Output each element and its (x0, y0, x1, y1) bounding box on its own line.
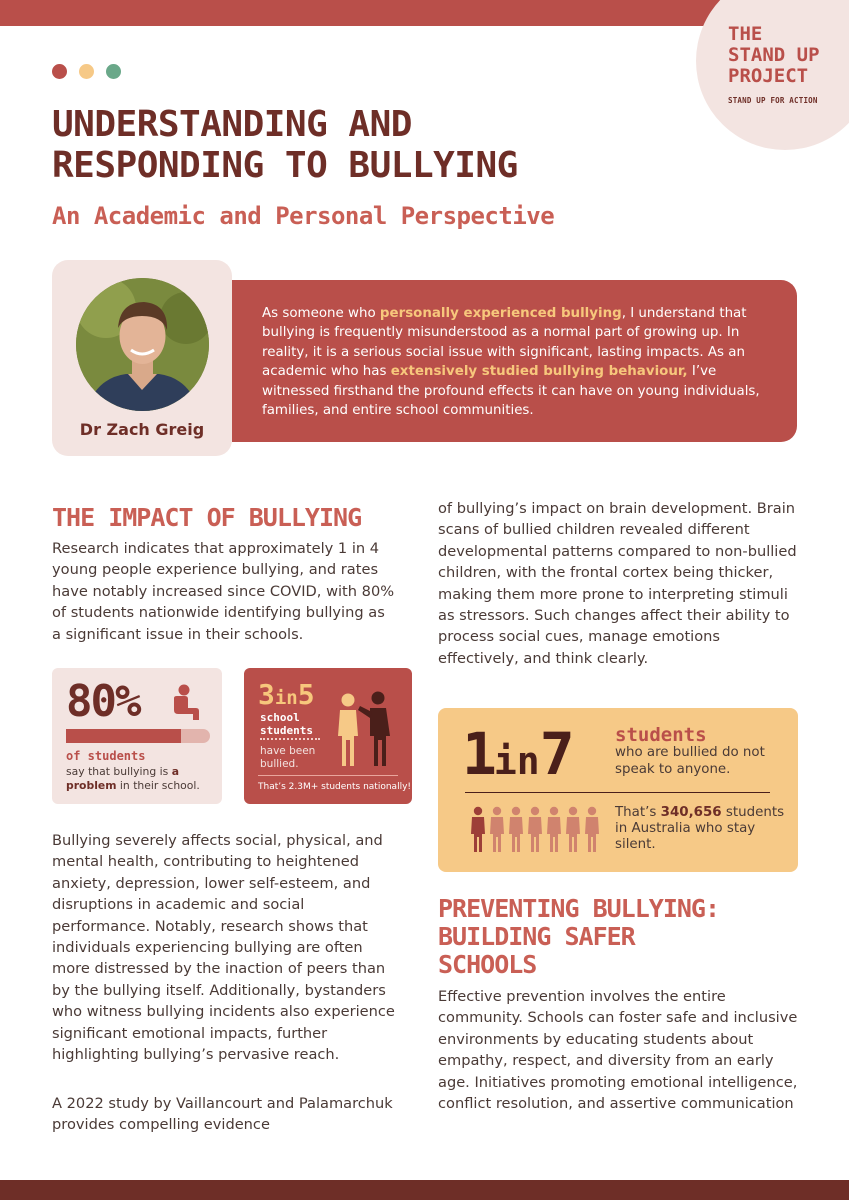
stat2-dotted-divider (260, 738, 320, 740)
impact-paragraph-3-continued: of bullying’s impact on brain development. Brain scans of bullied children revealed different developmental patterns compared to non-bullied children, with the frontal cortex being thicker, making them more prone to interpreting stimuli as stressors. Such changes affect their ability to process social cues, manage emotions effectively, and think clearly. (438, 500, 797, 667)
quote-part: I’ve witnessed firsthand the profound effects it can have on young individuals, families, and entire school communities. (262, 364, 760, 419)
stat3-value (462, 720, 572, 788)
logo-line: THE (728, 23, 763, 45)
avatar (76, 278, 209, 411)
impact-paragraph-3: A 2022 study by Vaillancourt and Palamarchuk provides compelling evidence (52, 1095, 393, 1134)
stat3-divider (465, 792, 770, 793)
dot-red (52, 64, 67, 79)
quote-highlight: extensively studied bullying behaviour, (390, 364, 688, 380)
stat1-progress-fill (66, 729, 181, 743)
stat2-num-in: in (274, 687, 298, 709)
stat1-label: of students (66, 749, 146, 763)
logo-wordmark (728, 24, 848, 87)
page-title (52, 104, 672, 186)
prevent-heading-line: SCHOOLS (438, 950, 537, 979)
stat3-description-2 (615, 805, 795, 853)
stat3-desc2-part: That’s (615, 805, 661, 820)
stat2-description: have been bullied. (260, 745, 316, 770)
prevent-paragraph: Effective prevention involves the entire community. Schools can foster safe and inclusive environments by educating students about empathy, respect, and diversity from an early age. Initiatives promoting emotional intelligence, conflict resolution, and assertive communication (438, 988, 798, 1113)
stat3-label: students (615, 724, 707, 746)
quote-text (262, 304, 772, 420)
quote-part: , I understand that bullying is frequently misunderstood as a normal part of growing up. In reality, it is a serious social issue with significant, lasting impacts. As an academic who has (262, 306, 747, 380)
stat3-desc2-bold: 340,656 (660, 805, 722, 820)
person-sitting-icon (168, 684, 202, 722)
person-icon (489, 806, 505, 852)
bottom-bar (0, 1180, 849, 1200)
logo-line: PROJECT (728, 65, 809, 87)
people-row-icon (470, 806, 600, 852)
stat2-footer: That’s 2.3M+ students nationally! (258, 782, 411, 792)
stat3-desc2-part: students in Australia who stay silent. (615, 805, 785, 852)
stat1-desc-part: say that bullying is (66, 765, 172, 778)
quote-highlight: personally experienced bullying (379, 306, 622, 321)
stat2-num-a: 3 (258, 678, 275, 711)
impact-heading: THE IMPACT OF BULLYING (52, 503, 362, 532)
stat3-description: who are bullied do not speak to anyone. (615, 745, 765, 777)
stat2-label: school students (260, 711, 313, 737)
decorative-dots (52, 64, 121, 79)
person-icon (584, 806, 600, 852)
title-line: UNDERSTANDING AND (52, 104, 412, 145)
bullying-figures-icon (332, 690, 398, 768)
prevent-heading-line: BUILDING SAFER (438, 922, 635, 951)
prevent-heading (438, 895, 808, 979)
stat1-desc-part: in their school. (116, 778, 200, 792)
profile-name: Dr Zach Greig (79, 420, 205, 439)
stat3-num-b: 7 (539, 720, 572, 788)
page-subtitle: An Academic and Personal Perspective (52, 202, 555, 230)
person-icon (527, 806, 543, 852)
logo-tagline: STAND UP FOR ACTION (728, 96, 818, 105)
stat1-progress-bar (66, 729, 210, 743)
prevent-heading-line: PREVENTING BULLYING: (438, 894, 720, 923)
title-line: RESPONDING TO BULLYING (52, 145, 518, 186)
stat3-num-a: 1 (462, 720, 494, 788)
impact-paragraph-1: Research indicates that approximately 1 in 4 young people experience bullying, and rates have notably increased since COVID, with 80% of students nationwide identifying bullying as a significant issue in their schools. (52, 540, 395, 643)
dot-green (106, 64, 121, 79)
stat1-desc-bold: a problem (66, 765, 179, 792)
dot-yellow (79, 64, 94, 79)
person-icon (470, 806, 486, 852)
quote-part: As someone who (262, 306, 380, 321)
stat2-divider (258, 775, 398, 776)
stat1-value: 80% (66, 676, 140, 727)
stat3-num-in: in (493, 739, 540, 783)
portrait-photo-icon (76, 278, 209, 411)
person-icon (546, 806, 562, 852)
stat2-value (258, 678, 315, 711)
person-icon (508, 806, 524, 852)
stat2-num-b: 5 (297, 678, 315, 711)
stat1-description (66, 765, 216, 792)
logo-line: STAND UP (728, 44, 820, 66)
person-icon (565, 806, 581, 852)
impact-paragraph-2: Bullying severely affects social, physical, and mental health, contributing to heightened anxiety, depression, lower self-esteem, and disruptions in academic and social performance. Notably, research shows that individuals experiencing bullying are often more distressed by the inaction of peers than by the bullying itself. Additionally, bystanders who witness bullying incidents also experience significant emotional impacts, further highlighting bullying’s pervasive reach. (52, 832, 395, 1064)
